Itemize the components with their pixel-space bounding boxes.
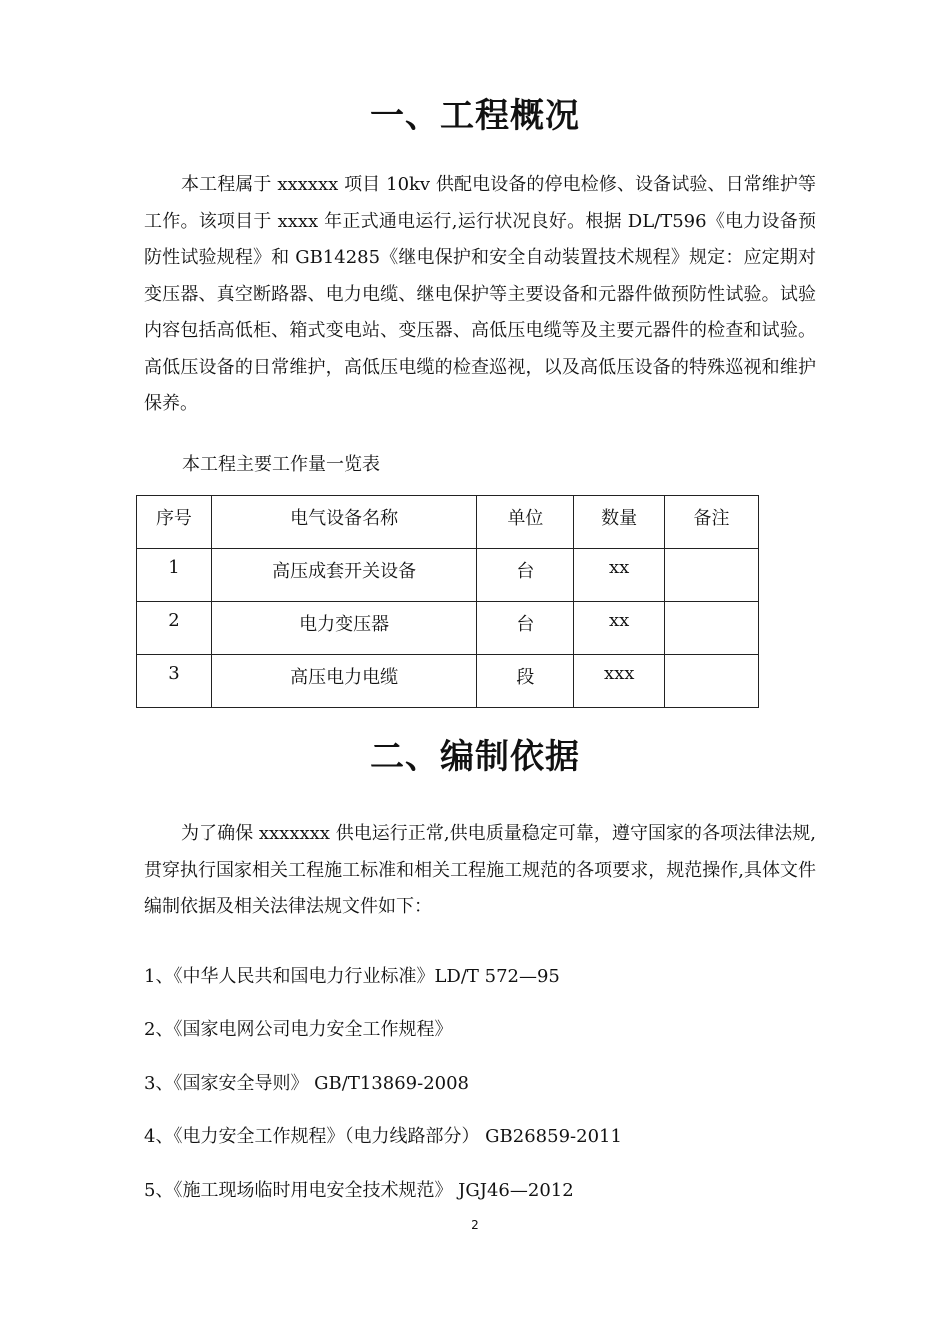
cell-equipment-name: 高压成套开关设备 (211, 549, 477, 602)
table-header-row (137, 496, 759, 549)
cell-equipment-name: 高压电力电缆 (211, 655, 477, 708)
cell-index: 3 (137, 655, 212, 708)
cell-remarks (665, 655, 759, 708)
cell-remarks (665, 602, 759, 655)
page-number: 2 (471, 1218, 479, 1232)
workload-table (136, 495, 759, 708)
section1-title: 一、工程概况 (370, 96, 580, 136)
reference-item-2: 2、《国家电网公司电力安全工作规程》 (144, 1019, 453, 1040)
table-row (137, 655, 759, 708)
section1-paragraph: 本工程属于 xxxxxx 项目 10kv 供配电设备的停电检修、设备试验、日常维护等工作。该项目于 xxxx 年正式通电运行,运行状况良好。根据 DL/T596《电力设备预防性试验规程》和 GB14285《继电保护和安全自动装置技术规程》规定：应定期对变压器、真空断路器、电力电缆、继电保护等主要设备和元器件做预防性试验。试验内容包括高低柜、箱式变电站、变压器、高低压电缆等及主要元器件的检查和试验。高低压设备的日常维护，高低压电缆的检查巡视，以及高低压设备的特殊巡视和维护保养。 (144, 174, 816, 414)
header-unit: 单位 (477, 496, 574, 549)
cell-index: 2 (137, 602, 212, 655)
section2-title: 二、编制依据 (370, 737, 580, 777)
table-row (137, 602, 759, 655)
table-row (137, 549, 759, 602)
cell-unit: 段 (477, 655, 574, 708)
cell-index: 1 (137, 549, 212, 602)
reference-item-4: 4、《电力安全工作规程》（电力线路部分） GB26859-2011 (144, 1126, 622, 1147)
header-remarks: 备注 (665, 496, 759, 549)
section2-paragraph: 为了确保 xxxxxxx 供电运行正常,供电质量稳定可靠，遵守国家的各项法律法规,贯穿执行国家相关工程施工标准和相关工程施工规范的各项要求，规范操作,具体文件编制依据及相关法律法规文件如下： (144, 823, 816, 917)
reference-item-3: 3、《国家安全导则》 GB/T13869-2008 (144, 1073, 470, 1094)
cell-quantity: xx (574, 602, 665, 655)
reference-item-5: 5、《施工现场临时用电安全技术规范》 JGJ46—2012 (144, 1180, 574, 1201)
header-equipment-name: 电气设备名称 (211, 496, 477, 549)
cell-equipment-name: 电力变压器 (211, 602, 477, 655)
cell-unit: 台 (477, 602, 574, 655)
cell-quantity: xx (574, 549, 665, 602)
cell-quantity: xxx (574, 655, 665, 708)
header-quantity: 数量 (574, 496, 665, 549)
cell-remarks (665, 549, 759, 602)
header-index: 序号 (137, 496, 212, 549)
cell-unit: 台 (477, 549, 574, 602)
reference-item-1: 1、《中华人民共和国电力行业标准》LD/T 572—95 (144, 966, 560, 987)
table-caption: 本工程主要工作量一览表 (182, 454, 380, 475)
